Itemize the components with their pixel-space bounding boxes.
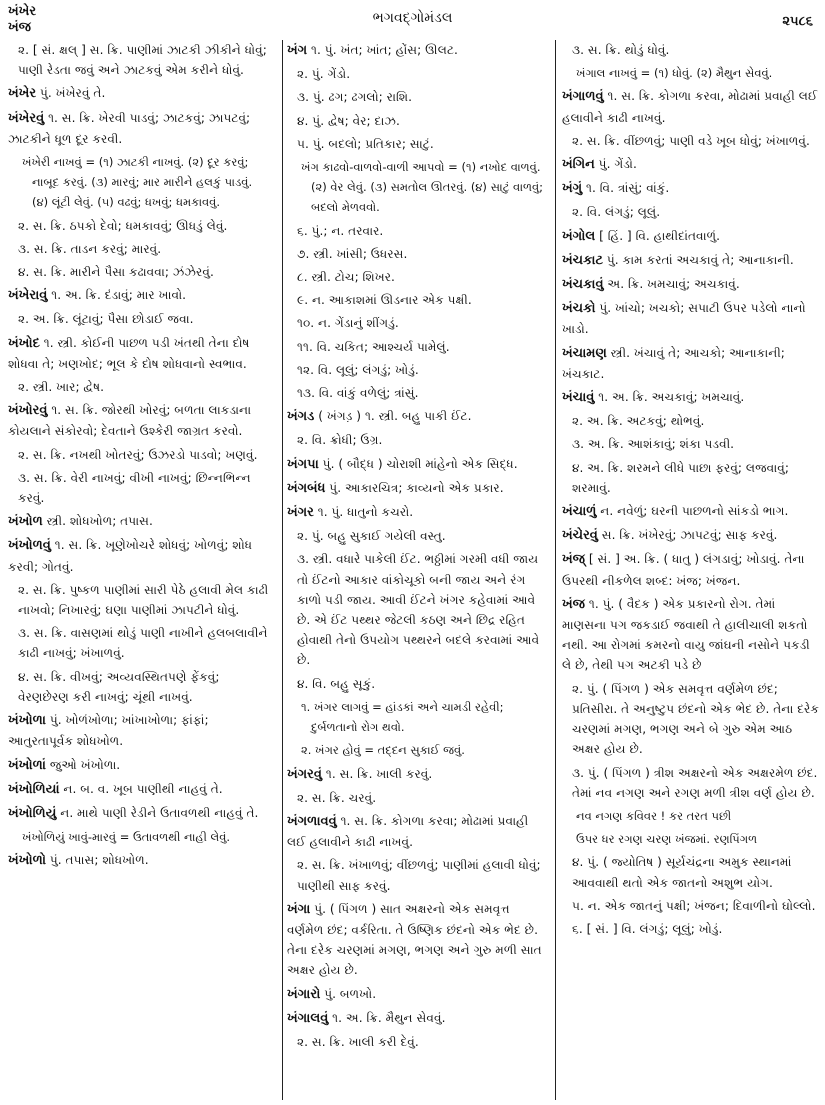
headword: ખંગડ [287, 409, 315, 425]
sense-line [287, 313, 549, 333]
page-number: ૨૫૮૬ [782, 14, 813, 29]
sense-line [562, 679, 820, 760]
book-title: ભગવદ્ગોમંડલ [372, 10, 453, 26]
definition-text: પું. બળખો. [320, 986, 377, 1001]
headword: ખંગાળવું [562, 89, 604, 105]
sense-line [287, 267, 549, 287]
definition-text: પું. તપાસ; શોધખોળ. [46, 853, 149, 868]
sense-line [562, 411, 820, 431]
sense-line [562, 763, 820, 803]
sense-line [562, 202, 820, 222]
dictionary-entry [8, 83, 270, 104]
sense-line [8, 377, 270, 397]
headword: ખંખોળો [8, 853, 47, 869]
sense-line [287, 87, 549, 107]
definition-text: ૧. વિ. ત્રાંસું; વાંકું. [582, 181, 670, 196]
usage-example [287, 740, 549, 760]
definition-text: ( ખંગડ઼ ) ૧. સ્ત્રી. બહુ પાકી ઈંટ. [314, 409, 472, 424]
definition-text: ૪. અ. ક્રિ. શરમને લીધે પાછા ફરવું; લજવાવું; શરમાવું. [572, 460, 789, 495]
definition-text: સ્ત્રી. શોધખોળ; તપાસ. [42, 514, 153, 529]
sense-line [562, 919, 820, 939]
sense-line [8, 623, 270, 663]
headword: ખંગા [287, 901, 311, 917]
headword: ખંગળાવવું [287, 813, 337, 829]
headword: ખંખોળિયું [8, 805, 57, 821]
dictionary-entry [562, 343, 820, 384]
sense-line [287, 1032, 549, 1052]
definition-text: ૨. સ. ક્રિ. ચરવું. [297, 790, 377, 805]
headword: ખંખોદ [8, 335, 40, 351]
headword: ખંચેરવું [562, 528, 598, 544]
dictionary-entry [287, 984, 549, 1005]
definition-text: ૨. વિ. ક્રોધી; ઉગ્ર. [297, 433, 383, 448]
dictionary-entry [562, 154, 820, 175]
sense-line [287, 221, 549, 241]
definition-text: ૨. અ. ક્રિ. અટકવું; થોભવું. [572, 414, 705, 429]
definition-text: ખંગાલ નાખવું = (૧) ધોવું. (૨) મૈથુન સેવવું. [576, 66, 773, 81]
sense-line [8, 216, 270, 236]
column-3 [555, 40, 820, 1100]
headword: ખંચકાવું [562, 277, 604, 293]
dictionary-entry [8, 285, 270, 306]
definition-text: સ્ત્રી. ખંચાવું તે; આચકો; આનાકાની; ખંચકાટ. [562, 345, 785, 381]
sense-line [562, 896, 820, 916]
definition-text: [ સં. ] અ. ક્રિ. ( ધાતુ ) લંગડાવું; ખોડાવું. તેના ઉપરથી નીકળેલ શબ્દ: ખંજ; ખંજન. [562, 552, 805, 588]
definition-text: ૧૨. વિ. લૂલું; લંગડું; ખોડું. [297, 362, 419, 377]
definition-text: પું. ( પિંગળ ) સાત અક્ષરનો એક સમવૃત્ત વર્ણમેળ છંદ; વર્કરિતા. તે ઉષ્ણિક છંદનો એક ભેદ છે. તેના દરેક ચરણમાં મગણ, ભગણ અને ગુરુ મળી સાત અક્ષર હોય છે. [287, 901, 542, 978]
sense-line [287, 244, 549, 264]
usage-example [8, 152, 270, 213]
dictionary-entry [8, 755, 270, 776]
dictionary-entry [287, 502, 549, 523]
definition-text: ૨. સ. ક્રિ. ખંખાળવું; વીંછળવું; પાણીમાં હલાવી ધોવું; પાણીથી સાફ કરવું. [297, 858, 541, 893]
definition-text: ૪. વિ. બહુ સૂકું. [297, 676, 376, 691]
sense-line [562, 40, 820, 60]
usage-example [562, 806, 820, 826]
definition-text: ૨. [ સં. ક્ષલ્ ] સ. ક્રિ. પાણીમાં ઝાટકી ઝીકીને ધોવું; પાણી રેડતા જવું અને ઝાટકવું એમ કરીને ધોવું. [18, 43, 267, 78]
dictionary-entry [8, 803, 270, 824]
definition-text: ૪. પું. ( જ્યોતિષ ) સૂર્યચંદ્રના અમુક સ્થાનમાં આવવાથી થતો એક જાતનો અશુભ યોગ. [572, 855, 792, 890]
sense-line [287, 549, 549, 670]
definition-text: ૭. સ્ત્રી. ખાંસી; ઉધરસ. [297, 246, 408, 261]
usage-example [562, 63, 820, 83]
sense-line [287, 134, 549, 154]
headword: ખંગાલવું [287, 1010, 329, 1026]
dictionary-entry [562, 250, 820, 271]
sense-line [8, 239, 270, 259]
definition-text: ૪. પું. દ્વેષ; વેર; દાઝ. [297, 113, 400, 128]
headword: ખંજ્ [562, 552, 585, 568]
definition-text: નવ નગણ કવિવર ! કર તરત પછી [576, 808, 732, 823]
definition-text: [ હિં. ] વિ. હાથીદાંતવાળું. [595, 228, 720, 243]
guide-word-first: ખંખેર [8, 4, 37, 19]
headword: ખંગું [562, 181, 583, 197]
headword: ખંગબંધ [287, 480, 326, 496]
dictionary-entry [287, 811, 549, 852]
definition-text: ૨. સ. ક્રિ. નખથી ખોતરવું; ઉઝરડો પાડવો; ખણવું. [18, 447, 258, 462]
definition-text: ૧૩. વિ. વાંકું વળેલું; ત્રાંસું. [297, 386, 419, 401]
dictionary-entry [8, 779, 270, 800]
definition-text: પું. ખાંચો; ખચકો; સપાટી ઉપર પડેલો નાનો ખાડો. [562, 301, 806, 337]
definition-text: ૧. સ. ક્રિ. કોગળા કરવા; મોઢામાં પ્રવાહી લઈ હલાવીને કાઢી નાખવું. [287, 813, 529, 850]
definition-text: પું. ખોળંખોળા; ખાંખાખોળા; ફાંફાં; આતુરતાપૂર્વક શોધખોળ. [8, 713, 209, 749]
dictionary-entry [562, 549, 820, 590]
dictionary-entry [287, 1008, 549, 1029]
headword: ખંગોલ [562, 228, 596, 244]
sense-line [8, 445, 270, 465]
definition-text: ઉપર ધર રગણ ચરણ ખંજમાં. રણપિંગળ [576, 832, 758, 847]
definition-text: ૫. ન. એક જાતનું પક્ષી; ખંજન; દિવાળીનો ઘોલ્લો. [572, 898, 816, 913]
headword: ખંચકાટ [562, 252, 604, 268]
definition-text: સ. ક્રિ. ખંખેરવું; ઝાપટવું; સાફ કરવું. [597, 528, 778, 543]
dictionary-entry [287, 764, 549, 785]
definition-text: ૩. પું. ( પિંગળ ) ત્રીશ અક્ષરનો એક અક્ષરમેળ છંદ. તેમાં નવ નગણ અને રગણ મળી ત્રીશ વર્ણ હોય છે. [572, 765, 818, 800]
definition-text: ન. માથે પાણી રેડીને ઉતાવળથી નાહવું તે. [56, 805, 259, 820]
definition-text: ખંખોળિયું ખાવું-મારવું = ઉતાવળથી નાહી લેવું. [22, 830, 231, 845]
dictionary-entry [287, 454, 549, 475]
sense-line [562, 131, 820, 151]
headword: ખંગારો [287, 986, 321, 1002]
headword: ખંજ [562, 596, 585, 612]
headword: ખંખોળા [8, 713, 46, 729]
column-1 [8, 40, 270, 875]
sense-line [562, 458, 820, 498]
definition-text: ખંખેરી નાખવું = (૧) ઝાટકી નાખવું. (૨) દૂર કરવું; નાબૂદ કરવું. (૩) મારવું; માર મારીને હલકું પાડવું. (૪) લૂંટી લેવું. (૫) વઢવું; ધખવું; ધમકાવવું. [22, 155, 253, 210]
dictionary-entry [562, 387, 820, 408]
definition-text: ૨. ખંગર હોવું = તદ્દન સુકાઈ જવું. [301, 743, 465, 758]
definition-text: ૨. અ. ક્રિ. લૂંટાવું; પૈસા છોડાઈ જવા. [18, 312, 194, 327]
definition-text: ૬. પું.; ન. તરવાર. [297, 223, 384, 238]
sense-line [287, 430, 549, 450]
headword: ખંખોળવું [8, 538, 51, 554]
headword: ખંખેરવું [8, 110, 45, 126]
dictionary-entry [8, 108, 270, 149]
definition-text: ૫. પું. બદલો; પ્રતિકાર; સાટું. [297, 136, 434, 151]
definition-text: ૨. સ. ક્રિ. વીંછળવું; પાણી વડે ખૂબ ધોવું; ખંખાળવું. [572, 133, 810, 148]
definition-text: ૧. અ. ક્રિ. મૈથુન સેવવું. [328, 1010, 446, 1025]
definition-text: પું. ( બૌદ્ધ ) ચોરાશી માંહેનો એક સિદ્ધ. [318, 456, 518, 471]
definition-text: ૨. પું. બહુ સુકાઈ ગયેલી વસ્તુ. [297, 529, 446, 544]
definition-text: ૩. સ. ક્રિ. વાસણમાં થોડું પાણી નાખીને હલબલાવીને કાઢી નાખવું; ખંખાળવું. [18, 626, 268, 661]
headword: ખંગપા [287, 456, 319, 472]
headword: ખંખોળ [8, 514, 43, 530]
headword: ખંખોળિયાં [8, 781, 60, 797]
dictionary-entry [562, 226, 820, 247]
dictionary-entry [562, 501, 820, 522]
dictionary-entry [287, 406, 549, 427]
dictionary-entry [562, 274, 820, 295]
dictionary-entry [8, 511, 270, 532]
definition-text: ૧. પું. ખંત; ખાંત; હોંસ; ઊલટ. [307, 43, 458, 57]
dictionary-entry [287, 899, 549, 981]
sense-line [287, 383, 549, 403]
dictionary-entry [287, 478, 549, 499]
sense-line [287, 360, 549, 380]
definition-text: ૨. પું. ( પિંગળ ) એક સમવૃત્ત વર્ણમેળ છંદ; પ્રતિસીરા. તે અનુષ્ટુપ છંદનો એક ભેદ છે. તેના દરેક ચરણમાં મગણ, ભગણ અને બે ગુરુ એમ આઠ અક્ષર હોય છે. [572, 681, 819, 757]
definition-text: ૪. સ. ક્રિ. મારીને પૈસા કઢાવવા; ઝંઝેરવું. [18, 265, 214, 280]
headword: ખંચાવું [562, 390, 595, 406]
sense-line [287, 290, 549, 310]
sense-line [287, 337, 549, 357]
definition-text: ૩. પું. ઢગ; ઢગલો; રાશિ. [297, 90, 412, 105]
definition-text: ૧. સ. ક્રિ. જોરથી ખોરવું; બળતા લાકડાના કોયલાને સંકોરવો; દેવતાને ઉશ્કેરી જાગ્રત કરવો. [8, 403, 252, 439]
headword: ખંચાળું [562, 504, 597, 520]
definition-text: અ. ક્રિ. ખમચાવું; અચકાવું. [603, 277, 740, 292]
sense-line [8, 468, 270, 508]
sense-line [562, 434, 820, 454]
column-2 [282, 40, 549, 1100]
definition-text: પું. ખંખેરવું તે. [36, 86, 106, 101]
dictionary-entry [562, 298, 820, 339]
headword: ખંચકો [562, 301, 596, 317]
dictionary-entry [562, 525, 820, 546]
headword: ખંગિન [562, 157, 595, 173]
definition-text: પું. ગેંડો. [594, 157, 637, 172]
definition-text: ૨. સ. ક્રિ. ઠપકો દેવો; ધમકાવવું; ઊધડું લેવું. [18, 218, 228, 233]
definition-text: ૧. અ. ક્રિ. દંડાવું; માર ખાવો. [47, 288, 187, 303]
definition-text: ૧. સ. ક્રિ. ખૂણેખોચરે શોધવું; ખોળવું; શોધ કરવી; ગોતવું. [8, 538, 253, 574]
sense-line [8, 40, 270, 80]
headword: ખંગરવું [287, 766, 322, 782]
sense-line [287, 526, 549, 546]
dictionary-entry [8, 535, 270, 576]
definition-text: ૩. સ્ત્રી. વધારે પાકેલી ઈંટ. ભઠ્ઠીમાં ગરમી વધી જાય તો ઈંટનો આકાર વાંકોચૂકો બની જાય અને રંગ કાળો પડી જાય. આવી ઈંટને ખંગર કહેવામાં આવે છે. એ ઈંટ પથ્થર જેટલી કઠણ અને છિદ્ર રહિત હોવાથી તેનો ઉપયોગ પથ્થરને બદલે કરવામાં આવે છે. [297, 552, 540, 668]
definition-text: ૨. સ. ક્રિ. પુષ્કળ પાણીમાં સારી પેઠે હલાવી મેલ કાઢી નાખવો; નિખારવું; ઘણા પાણીમાં ઝાપટીને ધોવું. [18, 582, 269, 618]
definition-text: ૮. સ્ત્રી. ટોચ; શિખર. [297, 270, 395, 285]
dictionary-entry [8, 850, 270, 871]
sense-line [287, 674, 549, 694]
sense-line [8, 262, 270, 282]
headword: ખંખોળાં [8, 757, 46, 773]
definition-text: ૩. સ. ક્રિ. તાડન કરવું; મારવું. [18, 241, 162, 256]
guide-word-last: ખંજ [8, 20, 31, 35]
dictionary-entry [562, 86, 820, 127]
headword: ખંખેર [8, 86, 37, 102]
usage-example [287, 697, 549, 737]
definition-text: ૨. વિ. લંગડું; લૂલું. [572, 205, 661, 220]
dictionary-entry [562, 594, 820, 676]
dictionary-entry [562, 178, 820, 199]
definition-text: ૧. સ્ત્રી. કોઈની પાછળ પડી ખંતથી તેના દોષ શોધવા તે; ખણખોદ; ભૂલ કે દોષ શોધવાનો સ્વભાવ. [8, 335, 250, 371]
headword: ખંચામણ [562, 345, 607, 361]
definition-text: ન. નવેળું; ઘરની પાછળનો સાંકડો ભાગ. [596, 504, 789, 519]
definition-text: ૧. સ. ક્રિ. ખાલી કરવું. [322, 766, 433, 781]
definition-text: ૧. સ. ક્રિ. કોગળા કરવા, મોઢામાં પ્રવાહી લઈ હલાવીને કાઢી નાખવું. [562, 89, 818, 125]
definition-text: ન. બ. વ. ખૂબ પાણીથી નાહવું તે. [59, 781, 223, 796]
definition-text: ૩. સ. ક્રિ. વેરી નાખવું; વીખી નાખવું; છિન્નભિન્ન કરવું. [18, 470, 251, 506]
dictionary-entry [8, 333, 270, 374]
dictionary-entry [8, 400, 270, 441]
definition-text: ૬. [ સં. ] વિ. લંગડું; લૂલું; ખોડું. [572, 921, 723, 936]
definition-text: પું. કામ કરતાં અચકાવું તે; આનાકાની. [603, 252, 794, 267]
definition-text: ૨. સ. ક્રિ. ખાલી કરી દેવું. [297, 1034, 419, 1049]
headword: ખંખોરવું [8, 403, 48, 419]
definition-text: ૩. સ. ક્રિ. થોડું ધોવું. [572, 43, 670, 57]
sense-line [8, 580, 270, 620]
sense-line [287, 855, 549, 895]
definition-text: ૩. અ. ક્રિ. આશંકાવું; શંકા પડવી. [572, 437, 735, 452]
definition-text: ૧. સ. ક્રિ. ખેરવી પાડવું; ઝાટકવું; ઝાપટવું; ઝાટકીને ધૂળ દૂર કરવી. [8, 110, 251, 146]
usage-example [287, 157, 549, 218]
definition-text: જુઓ ખંખોળા. [45, 757, 121, 772]
dictionary-entry [8, 710, 270, 751]
sense-line [287, 111, 549, 131]
sense-line [8, 667, 270, 707]
definition-text: ૨. સ્ત્રી. ખાર; દ્વેષ. [18, 380, 105, 395]
definition-text: ૧૧. વિ. ચકિત; આશ્ચર્ય પામેલું. [297, 339, 450, 354]
definition-text: ૯. ન. આકાશમાં ઊડનાર એક પક્ષી. [297, 293, 472, 308]
definition-text: પું. આકારચિત્ર; કાવ્યનો એક પ્રકાર. [325, 480, 504, 495]
definition-text: ૨. પું. ગેંડો. [297, 67, 351, 82]
headword: ખંગ [287, 43, 308, 58]
definition-text: ૧. ખંગર લાગવું = હાંડકાં અને ચામડી રહેવી; દુર્બળતાનો રોગ થવો. [301, 699, 504, 735]
sense-line [8, 309, 270, 329]
sense-line [562, 852, 820, 892]
usage-example [562, 829, 820, 849]
headword: ખંગર [287, 505, 314, 521]
definition-text: ૧૦. ન. ગેંડાનું શીંગડું. [297, 316, 399, 331]
definition-text: ૧. પું. ( વૈદક ) એક પ્રકારનો રોગ. તેમાં માણસના પગ જકડાઈ જવાથી તે હાલીચાલી શકતો નથી. આ રોગમાં કમરનો વાયુ જાંઘની નસોને પકડી લે છે, તેથી પગ અટકી પડે છે [562, 596, 810, 673]
definition-text: ૧. પું. ધાતુનો કચરો. [313, 505, 414, 520]
usage-example [8, 827, 270, 847]
definition-text: ૪. સ. ક્રિ. વીખવું; અવ્યવસ્થિતપણે ફેંકવું; વેરણછેરણ કરી નાખવું; ચૂંથી નાખવું. [18, 669, 220, 704]
sense-line [287, 788, 549, 808]
sense-line [287, 64, 549, 84]
definition-text: ૧. અ. ક્રિ. અચકાવું; ખમચાવું. [594, 390, 745, 405]
definition-text: ખંગ કાઢવો-વાળવો-વાળી આપવો = (૧) નખોદ વાળવું. (૨) વેર લેવું. (૩) સમતોલ ઊતરવું. (૪) સાટું વાળવું; બદલો મેળવવો. [301, 160, 544, 215]
dictionary-entry [287, 40, 549, 61]
headword: ખંખેરાવું [8, 288, 48, 304]
